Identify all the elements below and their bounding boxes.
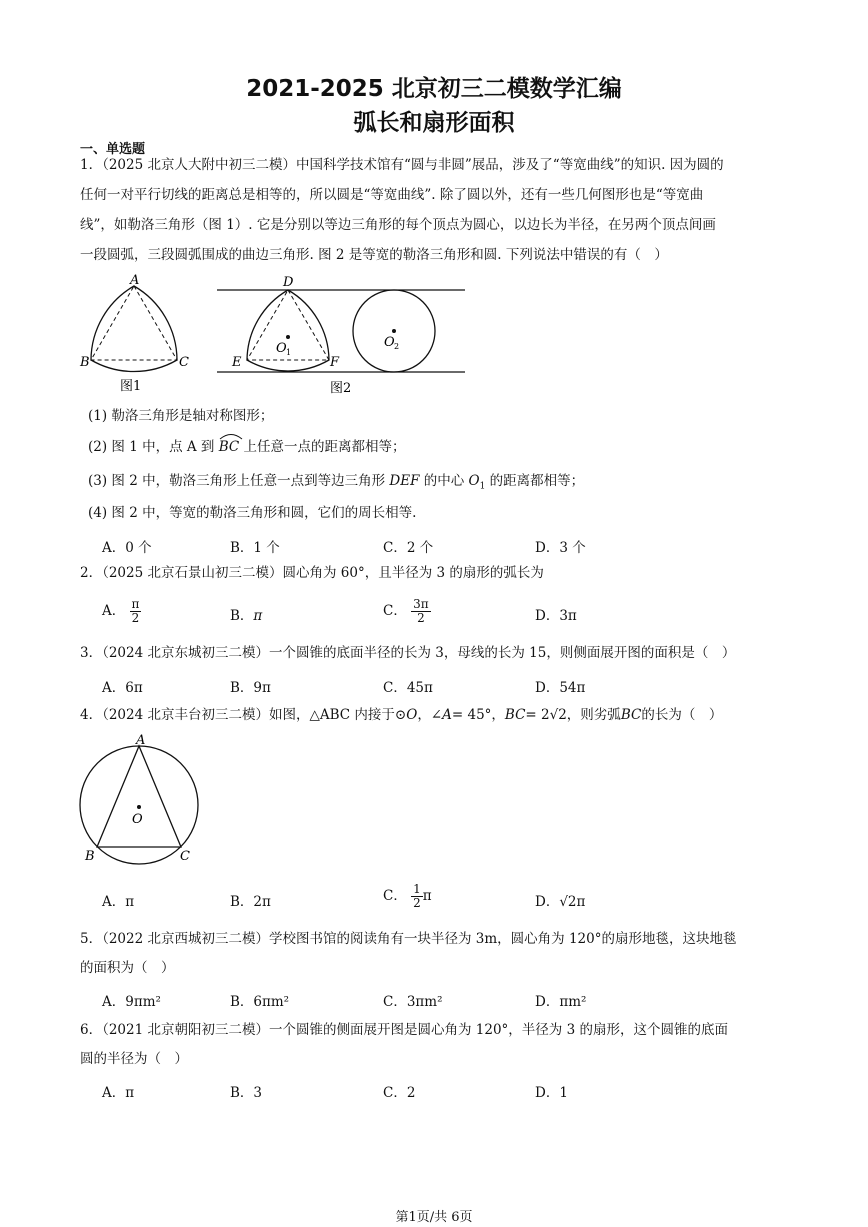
- q4-stem: 4．（2024 北京丰台初三二模）如图，△ABC 内接于⊙O，∠A= 45°，BC= 2√2，则劣弧BC的长为（ ）: [80, 707, 723, 723]
- q3-option-a[interactable]: A．6π: [102, 680, 143, 696]
- q2-option-c[interactable]: C． $\frac{3\pi}{2}$: [383, 597, 429, 625]
- q1-statement-2: (2) 图 1 中，点 A 到 BC 上任意一点的距离都相等；: [88, 437, 406, 457]
- fig-q4-label-b: B: [85, 849, 95, 864]
- fig2-label-e: E: [232, 355, 242, 370]
- q1-line-4: 一段圆弧，三段圆弧围成的曲边三角形. 图 2 是等宽的勒洛三角形和圆. 下列说法中错误的有（ ）: [80, 247, 668, 263]
- q6-line-1: 6．（2021 北京朝阳初三二模）一个圆锥的侧面展开图是圆心角为 120°，半径为 3 的扇形，这个圆锥的底面: [80, 1022, 728, 1038]
- q3-stem: 3．（2024 北京东城初三二模）一个圆锥的底面半径的长为 3，母线的长为 15，则侧面展开图的面积是（ ）: [80, 645, 736, 661]
- q2-option-b[interactable]: B．π: [230, 608, 263, 624]
- q6-option-d[interactable]: D．1: [535, 1085, 568, 1101]
- fig1-caption: 图1: [120, 379, 142, 394]
- q6-option-b[interactable]: B．3: [230, 1085, 263, 1101]
- reuleaux-circle-figure-2: [212, 272, 472, 397]
- fig2-label-d: D: [283, 275, 294, 290]
- arc-bc: BC: [219, 437, 240, 457]
- document-title: 2021-2025 北京初三二模数学汇编: [246, 76, 622, 102]
- fig2-label-o1: O: [276, 341, 287, 356]
- q3-option-c[interactable]: C．45π: [383, 680, 433, 696]
- reuleaux-figure-1: [78, 272, 198, 397]
- fig-q4-label-o: O: [132, 812, 143, 827]
- fraction: $\frac{\pi}{2}$: [131, 597, 140, 625]
- fig2-label-f: F: [330, 355, 340, 370]
- q6-option-a[interactable]: A．π: [102, 1085, 135, 1101]
- fraction: $\frac{1}{2}$: [413, 882, 421, 910]
- q5-option-a[interactable]: A．9πm²: [102, 994, 161, 1010]
- fig1-label-a: A: [130, 273, 140, 288]
- fig-q4-label-a: A: [136, 733, 146, 748]
- fig1-label-c: C: [179, 355, 189, 370]
- fig2-label-o1-sub: 1: [286, 348, 292, 357]
- q4-option-b[interactable]: B．2π: [230, 894, 271, 910]
- document-subtitle: 弧长和扇形面积: [353, 110, 515, 136]
- fraction: $\frac{3\pi}{2}$: [413, 597, 429, 625]
- q1-line-1: 1．（2025 北京人大附中初三二模）中国科学技术馆有“圆与非圆”展品，涉及了“等宽曲线”的知识. 因为圆的: [80, 157, 724, 173]
- q2-option-a[interactable]: A． $\frac{\pi}{2}$: [102, 597, 140, 625]
- section-heading: 一、单选题: [80, 142, 146, 157]
- q1-line-3: 线”，如勒洛三角形（图 1）. 它是分别以等边三角形的每个顶点为圆心，以边长为半径，在另两个顶点间画: [80, 217, 716, 233]
- q6-option-c[interactable]: C．2: [383, 1085, 416, 1101]
- q1-option-d[interactable]: D．3 个: [535, 540, 586, 556]
- arc-mark: [219, 432, 243, 440]
- q4-option-d[interactable]: D．√2π: [535, 894, 586, 910]
- fig2-label-o2-sub: 2: [394, 342, 400, 351]
- inscribed-triangle-figure: [72, 730, 212, 870]
- q1-option-a[interactable]: A．0 个: [102, 540, 152, 556]
- q2-stem: 2．（2025 北京石景山初三二模）圆心角为 60°，且半径为 3 的扇形的弧长为: [80, 565, 544, 581]
- q5-option-c[interactable]: C．3πm²: [383, 994, 443, 1010]
- q1-line-2: 任何一对平行切线的距离总是相等的，所以圆是“等宽曲线”. 除了圆以外，还有一些几何图形也是“等宽曲: [80, 187, 704, 203]
- fig2-label-o2: O: [384, 335, 395, 350]
- q5-option-b[interactable]: B．6πm²: [230, 994, 290, 1010]
- q5-line-1: 5．（2022 北京西城初三二模）学校图书馆的阅读角有一块半径为 3m，圆心角为 120°的扇形地毯，这块地毯: [80, 931, 737, 947]
- q3-option-b[interactable]: B．9π: [230, 680, 271, 696]
- fig2-caption: 图2: [330, 381, 352, 396]
- q1-statement-4: (4) 图 2 中，等宽的勒洛三角形和圆，它们的周长相等.: [88, 505, 417, 521]
- page-footer: 第1页/共 6页: [395, 1210, 473, 1225]
- q5-line-2: 的面积为（ ）: [80, 960, 175, 976]
- q1-option-c[interactable]: C．2 个: [383, 540, 434, 556]
- q2-option-d[interactable]: D．3π: [535, 608, 577, 624]
- q6-line-2: 圆的半径为（ ）: [80, 1051, 188, 1067]
- q3-option-d[interactable]: D．54π: [535, 680, 586, 696]
- q4-option-c[interactable]: C． $\frac{1}{2}$ π: [383, 882, 432, 910]
- q4-option-a[interactable]: A．π: [102, 894, 135, 910]
- fig1-label-b: B: [80, 355, 90, 370]
- q1-statement-3: (3) 图 2 中，勒洛三角形上任意一点到等边三角形 DEF 的中心 $O_1$ 的距离都相等；: [88, 473, 585, 492]
- fig-q4-label-c: C: [180, 849, 190, 864]
- q1-statement-1: (1) 勒洛三角形是轴对称图形；: [88, 408, 274, 424]
- q5-option-d[interactable]: D．πm²: [535, 994, 587, 1010]
- q1-option-b[interactable]: B．1 个: [230, 540, 280, 556]
